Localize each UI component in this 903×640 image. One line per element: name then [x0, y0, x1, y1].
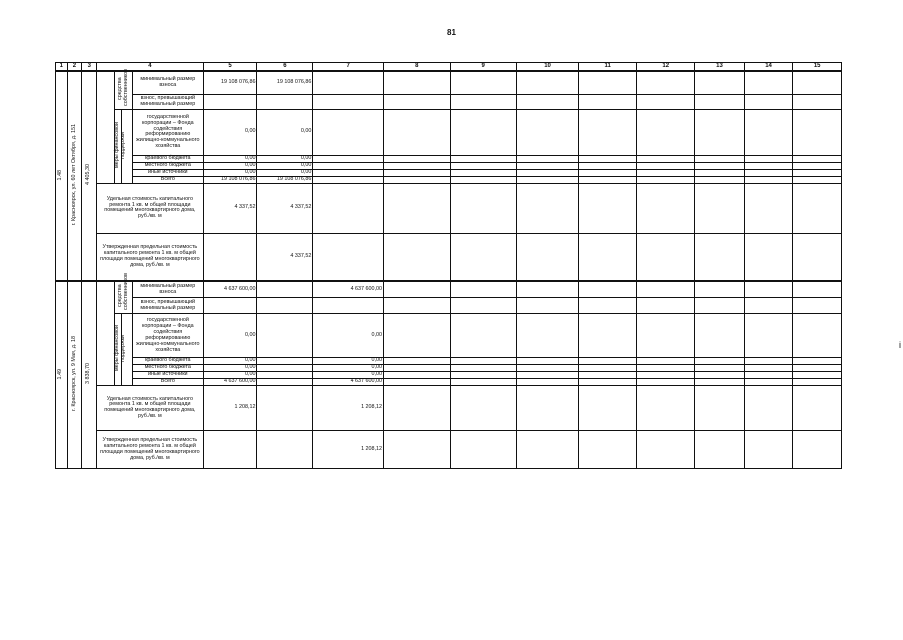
empty-cell: [516, 183, 578, 233]
value-cell: 0,00: [257, 155, 313, 162]
empty-cell: [450, 233, 516, 281]
header-cell: 8: [384, 63, 450, 72]
value-cell: 0,00: [313, 365, 384, 372]
value-cell: 0,00: [313, 372, 384, 379]
label-regional: краевого бюджета: [132, 155, 203, 162]
value-cell: 0,00: [257, 162, 313, 169]
value-cell: [313, 155, 384, 162]
value-cell: [257, 431, 313, 469]
empty-cell: [793, 71, 842, 94]
value-cell: [257, 365, 313, 372]
empty-cell: [744, 71, 793, 94]
empty-cell: [637, 298, 695, 314]
value-cell: [203, 431, 257, 469]
empty-cell: [450, 162, 516, 169]
header-cell: 7: [313, 63, 384, 72]
empty-cell: [579, 365, 637, 372]
empty-cell: [384, 379, 450, 386]
empty-cell: [516, 386, 578, 431]
empty-cell: [516, 281, 578, 297]
empty-cell: [579, 281, 637, 297]
value-cell: 4 637 600,00: [313, 281, 384, 297]
value-cell: 19 108 076,86: [257, 176, 313, 183]
empty-cell: [450, 431, 516, 469]
empty-cell: [744, 155, 793, 162]
empty-cell: [744, 162, 793, 169]
header-cell: 5: [203, 63, 257, 72]
table-row: [56, 71, 842, 94]
label-local: местного бюджета: [132, 162, 203, 169]
empty-cell: [579, 183, 637, 233]
empty-cell: [744, 109, 793, 155]
empty-cell: [793, 372, 842, 379]
empty-cell: [516, 71, 578, 94]
table-row: [56, 233, 842, 281]
empty-cell: [450, 281, 516, 297]
empty-cell: [450, 298, 516, 314]
empty-cell: [695, 169, 745, 176]
empty-cell: [450, 358, 516, 365]
label-excess: взнос, превышающий минимальный размер: [132, 94, 203, 109]
empty-cell: [637, 314, 695, 358]
value-cell: 0,00: [203, 314, 257, 358]
row-number: 1.48: [57, 169, 64, 180]
value-cell: 0,00: [203, 358, 257, 365]
label-other: иные источники: [132, 372, 203, 379]
group-support-label: меры финансовой поддержки: [114, 121, 126, 168]
value-cell: [313, 94, 384, 109]
value-cell: 0,00: [203, 372, 257, 379]
edge-mark: i: [899, 340, 901, 350]
empty-cell: [450, 372, 516, 379]
empty-cell: [744, 386, 793, 431]
value-cell: [257, 281, 313, 297]
empty-cell: [384, 372, 450, 379]
empty-cell: [384, 162, 450, 169]
value-cell: 0,00: [203, 109, 257, 155]
label-total: Всего: [132, 176, 203, 183]
empty-cell: [384, 431, 450, 469]
address-cell: [67, 71, 82, 281]
empty-cell: [579, 162, 637, 169]
label-regional: краевого бюджета: [132, 358, 203, 365]
empty-cell: [450, 176, 516, 183]
label-fund: государственной корпорации – Фонда содействия реформированию жилищно-коммунального хозяйства: [132, 314, 203, 358]
empty-cell: [793, 365, 842, 372]
empty-cell: [793, 386, 842, 431]
value-cell: 0,00: [203, 365, 257, 372]
table-row: [56, 183, 842, 233]
value-cell: [257, 314, 313, 358]
empty-cell: [695, 372, 745, 379]
value-cell: 4 337,52: [257, 183, 313, 233]
spacer-cell: [97, 281, 115, 385]
value-cell: 0,00: [313, 314, 384, 358]
empty-cell: [744, 169, 793, 176]
empty-cell: [793, 379, 842, 386]
empty-cell: [793, 155, 842, 162]
empty-cell: [793, 169, 842, 176]
value-cell: [313, 233, 384, 281]
empty-cell: [695, 71, 745, 94]
empty-cell: [450, 365, 516, 372]
empty-cell: [637, 233, 695, 281]
empty-cell: [516, 162, 578, 169]
empty-cell: [516, 431, 578, 469]
empty-cell: [637, 162, 695, 169]
value-cell: 4 337,52: [257, 233, 313, 281]
empty-cell: [579, 155, 637, 162]
value-cell: 0,00: [257, 169, 313, 176]
empty-cell: [384, 169, 450, 176]
empty-cell: [695, 365, 745, 372]
group-owners-cell: [115, 71, 133, 109]
empty-cell: [450, 379, 516, 386]
value-cell: [203, 298, 257, 314]
empty-cell: [793, 176, 842, 183]
empty-cell: [793, 183, 842, 233]
empty-cell: [793, 109, 842, 155]
empty-cell: [793, 94, 842, 109]
empty-cell: [637, 94, 695, 109]
empty-cell: [695, 94, 745, 109]
empty-cell: [450, 386, 516, 431]
label-unit-cost: Удельная стоимость капитального ремонта 1 кв. м общей площади помещений многоквартирного дома, руб./кв. м: [97, 386, 204, 431]
empty-cell: [384, 109, 450, 155]
label-local: местного бюджета: [132, 365, 203, 372]
value-cell: 19 108 076,86: [203, 71, 257, 94]
empty-cell: [384, 358, 450, 365]
empty-cell: [695, 298, 745, 314]
empty-cell: [579, 431, 637, 469]
header-cell: 3: [82, 63, 97, 72]
empty-cell: [695, 176, 745, 183]
table-row: [56, 281, 842, 297]
value-cell: [313, 298, 384, 314]
value-cell: 4 637 600,00: [203, 379, 257, 386]
value-cell: [313, 183, 384, 233]
value-cell: 0,00: [203, 169, 257, 176]
group-support-cell: [114, 109, 126, 183]
empty-cell: [579, 298, 637, 314]
label-excess: взнос, превышающий минимальный размер: [132, 298, 203, 314]
value-cell: [313, 169, 384, 176]
label-other: иные источники: [132, 169, 203, 176]
empty-cell: [637, 71, 695, 94]
empty-cell: [637, 169, 695, 176]
area: 4 405,30: [85, 164, 92, 186]
value-cell: [257, 358, 313, 365]
table-row: [56, 314, 842, 358]
value-cell: 1 208,12: [313, 431, 384, 469]
empty-cell: [579, 71, 637, 94]
header-cell: 2: [67, 63, 82, 72]
empty-cell: [384, 233, 450, 281]
empty-cell: [450, 155, 516, 162]
empty-cell: [384, 71, 450, 94]
value-cell: 0,00: [203, 162, 257, 169]
empty-cell: [637, 365, 695, 372]
empty-cell: [637, 358, 695, 365]
empty-cell: [744, 358, 793, 365]
empty-cell: [695, 314, 745, 358]
empty-cell: [516, 298, 578, 314]
header-cell: 12: [637, 63, 695, 72]
table-row: [56, 94, 842, 109]
address: г. Красноярск, ул. 9 Мая, д. 18: [70, 336, 77, 412]
label-total: Всего: [132, 379, 203, 386]
value-cell: [257, 386, 313, 431]
empty-cell: [637, 281, 695, 297]
empty-cell: [744, 281, 793, 297]
empty-cell: [579, 314, 637, 358]
empty-cell: [744, 372, 793, 379]
empty-cell: [450, 94, 516, 109]
table-row: [56, 109, 842, 155]
table-row: [56, 379, 842, 386]
empty-cell: [516, 358, 578, 365]
empty-cell: [516, 379, 578, 386]
empty-cell: [793, 233, 842, 281]
empty-cell: [637, 183, 695, 233]
value-cell: 4 637 600,00: [313, 379, 384, 386]
value-cell: 19 108 076,86: [203, 176, 257, 183]
value-cell: 1 208,12: [203, 386, 257, 431]
value-cell: 0,00: [257, 109, 313, 155]
value-cell: [257, 94, 313, 109]
empty-cell: [579, 176, 637, 183]
row-number: 1.49: [57, 368, 64, 380]
empty-cell: [579, 109, 637, 155]
label-min: минимальный размер взноса: [132, 281, 203, 297]
value-cell: [313, 71, 384, 94]
value-cell: [203, 233, 257, 281]
empty-cell: [516, 233, 578, 281]
header-cell: 10: [516, 63, 578, 72]
empty-cell: [516, 314, 578, 358]
header-cell: 14: [744, 63, 793, 72]
empty-cell: [695, 233, 745, 281]
empty-cell: [744, 183, 793, 233]
table-row: [56, 176, 842, 183]
empty-cell: [579, 94, 637, 109]
address: г. Красноярск, ул. 60 лет Октября, д. 151: [70, 124, 77, 226]
capital-repair-table: [55, 62, 842, 469]
empty-cell: [695, 281, 745, 297]
empty-cell: [637, 386, 695, 431]
empty-cell: [579, 233, 637, 281]
table-body: [56, 63, 842, 469]
row-number-cell: [56, 71, 68, 281]
empty-cell: [516, 372, 578, 379]
group-owners-label: средства собственников: [116, 69, 129, 106]
empty-cell: [384, 155, 450, 162]
empty-cell: [516, 94, 578, 109]
label-unit-cost: Удельная стоимость капитального ремонта 1 кв. м общей площади помещений многоквартирного дома, руб./кв. м: [97, 183, 204, 233]
header-row: [56, 63, 842, 72]
empty-cell: [695, 358, 745, 365]
empty-cell: [695, 155, 745, 162]
value-cell: [257, 379, 313, 386]
empty-cell: [637, 372, 695, 379]
empty-cell: [744, 314, 793, 358]
row-number-cell: [56, 281, 68, 468]
empty-cell: [637, 109, 695, 155]
label-fund: государственной корпорации – Фонда содействия реформированию жилищно-коммунального хозяйства: [132, 109, 203, 155]
area-cell: [82, 71, 97, 281]
value-cell: 1 208,12: [313, 386, 384, 431]
label-limit-cost: Утвержденная предельная стоимость капитального ремонта 1 кв. м общей площади помещений многоквартирного дома, руб./кв. м: [97, 431, 204, 469]
value-cell: 0,00: [203, 155, 257, 162]
empty-cell: [744, 233, 793, 281]
empty-cell: [384, 176, 450, 183]
empty-cell: [384, 94, 450, 109]
empty-cell: [793, 281, 842, 297]
empty-cell: [450, 314, 516, 358]
empty-cell: [579, 372, 637, 379]
empty-cell: [384, 386, 450, 431]
empty-cell: [384, 314, 450, 358]
empty-cell: [384, 298, 450, 314]
group-support-label: меры финансовой поддержки: [114, 325, 126, 372]
group-owners-cell: [115, 273, 133, 313]
value-cell: [257, 298, 313, 314]
empty-cell: [744, 365, 793, 372]
empty-cell: [579, 169, 637, 176]
table-row: [56, 298, 842, 314]
value-cell: [257, 372, 313, 379]
area: 3 838,70: [85, 363, 92, 385]
value-cell: 4 637 600,00: [203, 281, 257, 297]
header-cell: 1: [56, 63, 68, 72]
empty-cell: [637, 176, 695, 183]
empty-cell: [793, 314, 842, 358]
empty-cell: [516, 109, 578, 155]
area-cell: [82, 281, 97, 468]
empty-cell: [450, 183, 516, 233]
empty-cell: [579, 386, 637, 431]
empty-cell: [744, 379, 793, 386]
header-cell: 15: [793, 63, 842, 72]
empty-cell: [744, 431, 793, 469]
value-cell: [313, 176, 384, 183]
empty-cell: [579, 379, 637, 386]
empty-cell: [695, 109, 745, 155]
empty-cell: [450, 169, 516, 176]
empty-cell: [695, 162, 745, 169]
header-cell: 11: [579, 63, 637, 72]
empty-cell: [695, 183, 745, 233]
header-cell: 6: [257, 63, 313, 72]
empty-cell: [450, 109, 516, 155]
empty-cell: [637, 431, 695, 469]
page-number: 81: [447, 28, 456, 37]
empty-cell: [384, 365, 450, 372]
spacer-cell: [97, 71, 115, 183]
empty-cell: [516, 176, 578, 183]
address-cell: [67, 281, 82, 468]
empty-cell: [579, 358, 637, 365]
value-cell: 4 337,52: [203, 183, 257, 233]
value-cell: [203, 94, 257, 109]
empty-cell: [695, 379, 745, 386]
empty-cell: [516, 155, 578, 162]
empty-cell: [744, 298, 793, 314]
empty-cell: [637, 155, 695, 162]
empty-cell: [793, 162, 842, 169]
empty-cell: [637, 379, 695, 386]
group-owners-label: средства собственников: [116, 273, 129, 311]
label-limit-cost: Утвержденная предельная стоимость капитального ремонта 1 кв. м общей площади помещений многоквартирного дома, руб./кв. м: [97, 233, 204, 281]
group-support-cell: [114, 314, 126, 386]
empty-cell: [450, 71, 516, 94]
empty-cell: [695, 431, 745, 469]
empty-cell: [744, 94, 793, 109]
table-row: [56, 431, 842, 469]
header-cell: 13: [695, 63, 745, 72]
empty-cell: [744, 176, 793, 183]
empty-cell: [384, 183, 450, 233]
empty-cell: [695, 386, 745, 431]
table-row: [56, 386, 842, 431]
value-cell: [313, 162, 384, 169]
value-cell: 19 108 076,86: [257, 71, 313, 94]
empty-cell: [793, 358, 842, 365]
empty-cell: [516, 169, 578, 176]
empty-cell: [793, 431, 842, 469]
empty-cell: [384, 281, 450, 297]
header-cell: 4: [97, 63, 204, 72]
header-cell: 9: [450, 63, 516, 72]
label-min: минимальный размер взноса: [132, 71, 203, 94]
empty-cell: [516, 365, 578, 372]
empty-cell: [793, 298, 842, 314]
value-cell: 0,00: [313, 358, 384, 365]
value-cell: [313, 109, 384, 155]
